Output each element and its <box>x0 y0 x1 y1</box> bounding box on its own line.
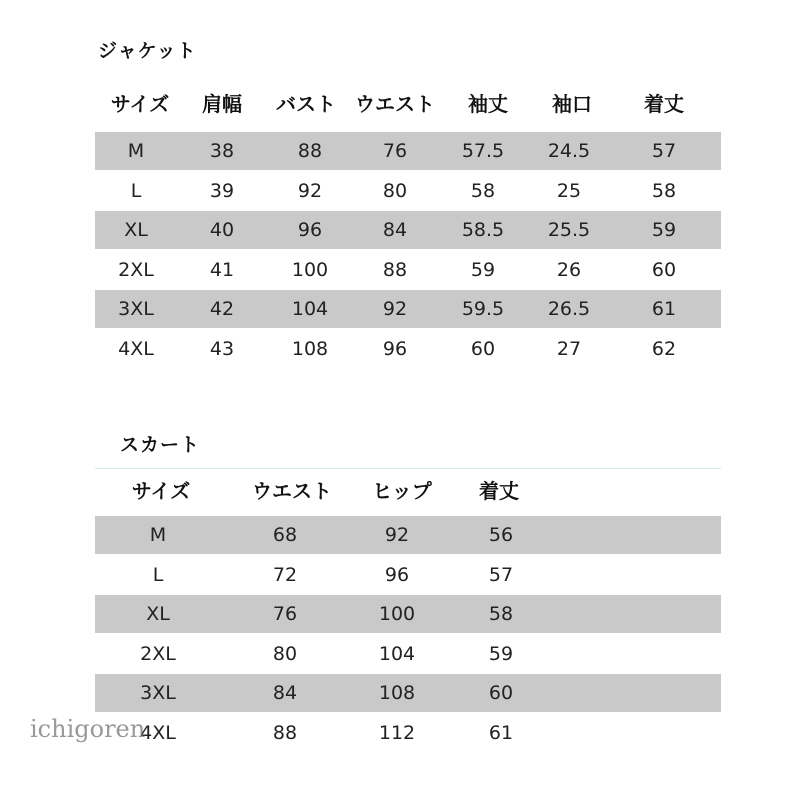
skirt-table-cell: 58 <box>488 603 514 626</box>
skirt-table-cell: 2XL <box>140 642 176 665</box>
jacket-table-cell: M <box>127 140 145 162</box>
jacket-header-cell: 袖口 <box>552 92 592 116</box>
skirt-divider <box>95 468 721 469</box>
jacket-table-cell: 104 <box>291 298 329 321</box>
watermark: ichigoren <box>30 715 146 743</box>
skirt-table-cell: 112 <box>378 722 416 744</box>
skirt-table-cell: 76 <box>272 603 298 626</box>
skirt-table-cell: 4XL <box>140 722 176 744</box>
jacket-table-cell: XL <box>124 219 148 242</box>
jacket-table-row <box>95 330 721 368</box>
jacket-table-cell: 61 <box>651 298 677 321</box>
skirt-title: スカート <box>120 434 201 456</box>
jacket-table-row <box>95 172 721 210</box>
jacket-table-cell: 80 <box>382 179 408 202</box>
skirt-table-cell: 3XL <box>140 682 176 705</box>
skirt-table-cell: M <box>149 524 167 546</box>
jacket-table-cell: 84 <box>382 219 408 242</box>
jacket-table-cell: L <box>130 179 142 202</box>
jacket-table-cell: 60 <box>470 338 496 360</box>
skirt-table-cell: 57 <box>488 563 514 586</box>
skirt-table-cell: XL <box>146 603 170 626</box>
skirt-table-cell: 59 <box>488 642 514 665</box>
jacket-table-cell: 108 <box>291 338 329 360</box>
skirt-table-cell: 84 <box>272 682 298 705</box>
skirt-table-row <box>95 714 721 752</box>
skirt-header-cell: 着丈 <box>479 479 519 503</box>
jacket-table-cell: 27 <box>556 338 582 360</box>
jacket-table-cell: 59.5 <box>461 298 505 321</box>
jacket-table-cell: 100 <box>291 258 329 281</box>
jacket-header-cell: サイズ <box>110 92 170 116</box>
jacket-table-cell: 26 <box>556 258 582 281</box>
skirt-table-cell: 68 <box>272 524 298 546</box>
jacket-table-cell: 24.5 <box>547 140 591 162</box>
jacket-header-cell: ウエスト <box>355 92 435 116</box>
skirt-table-cell: 72 <box>272 563 298 586</box>
jacket-table-cell: 57.5 <box>461 140 505 162</box>
skirt-table-cell: 60 <box>488 682 514 705</box>
jacket-table-row <box>95 290 721 328</box>
jacket-table-cell: 58 <box>470 179 496 202</box>
jacket-table-cell: 96 <box>297 219 323 242</box>
jacket-table-cell: 38 <box>209 140 235 162</box>
jacket-table-cell: 39 <box>209 179 235 202</box>
jacket-header-cell: 肩幅 <box>202 92 242 116</box>
jacket-table-cell: 92 <box>297 179 323 202</box>
skirt-table-cell: 88 <box>272 722 298 744</box>
jacket-table-cell: 41 <box>209 258 235 281</box>
jacket-table-row <box>95 132 721 170</box>
jacket-table-row <box>95 251 721 289</box>
jacket-table-row <box>95 211 721 249</box>
jacket-table-cell: 42 <box>209 298 235 321</box>
skirt-table-cell: 104 <box>378 642 416 665</box>
jacket-table-cell: 88 <box>297 140 323 162</box>
jacket-table-cell: 25 <box>556 179 582 202</box>
jacket-table-cell: 58 <box>651 179 677 202</box>
skirt-table-cell: 108 <box>378 682 416 705</box>
jacket-table-cell: 59 <box>470 258 496 281</box>
jacket-title: ジャケット <box>98 40 197 62</box>
jacket-table-cell: 40 <box>209 219 235 242</box>
skirt-header-cell: ウエスト <box>252 479 332 503</box>
jacket-table-cell: 58.5 <box>461 219 505 242</box>
skirt-table-cell: 61 <box>488 722 514 744</box>
skirt-table-row <box>95 635 721 673</box>
jacket-header-cell: 袖丈 <box>468 92 508 116</box>
jacket-table-cell: 3XL <box>118 298 154 321</box>
jacket-table-cell: 4XL <box>118 338 154 360</box>
jacket-table-cell: 59 <box>651 219 677 242</box>
skirt-table-cell: 80 <box>272 642 298 665</box>
jacket-table-cell: 60 <box>651 258 677 281</box>
jacket-table-cell: 2XL <box>118 258 154 281</box>
skirt-header-cell: ヒップ <box>372 479 432 503</box>
jacket-table-cell: 25.5 <box>547 219 591 242</box>
jacket-table-cell: 62 <box>651 338 677 360</box>
jacket-table-cell: 57 <box>651 140 677 162</box>
skirt-header-row <box>0 473 799 509</box>
skirt-table-row <box>95 556 721 594</box>
jacket-table-cell: 43 <box>209 338 235 360</box>
jacket-table-cell: 88 <box>382 258 408 281</box>
skirt-table-cell: L <box>152 563 164 586</box>
skirt-table-cell: 96 <box>384 563 410 586</box>
jacket-header-row <box>0 86 799 122</box>
jacket-header-cell: バスト <box>276 92 336 116</box>
jacket-table-cell: 96 <box>382 338 408 360</box>
jacket-table-cell: 26.5 <box>547 298 591 321</box>
skirt-table-cell: 56 <box>488 524 514 546</box>
skirt-header-cell: サイズ <box>131 479 191 503</box>
skirt-table-row <box>95 674 721 712</box>
jacket-header-cell: 着丈 <box>644 92 684 116</box>
skirt-table-cell: 100 <box>378 603 416 626</box>
skirt-table-row <box>95 595 721 633</box>
jacket-table-cell: 76 <box>382 140 408 162</box>
skirt-table-cell: 92 <box>384 524 410 546</box>
jacket-table-cell: 92 <box>382 298 408 321</box>
skirt-table-row <box>95 516 721 554</box>
